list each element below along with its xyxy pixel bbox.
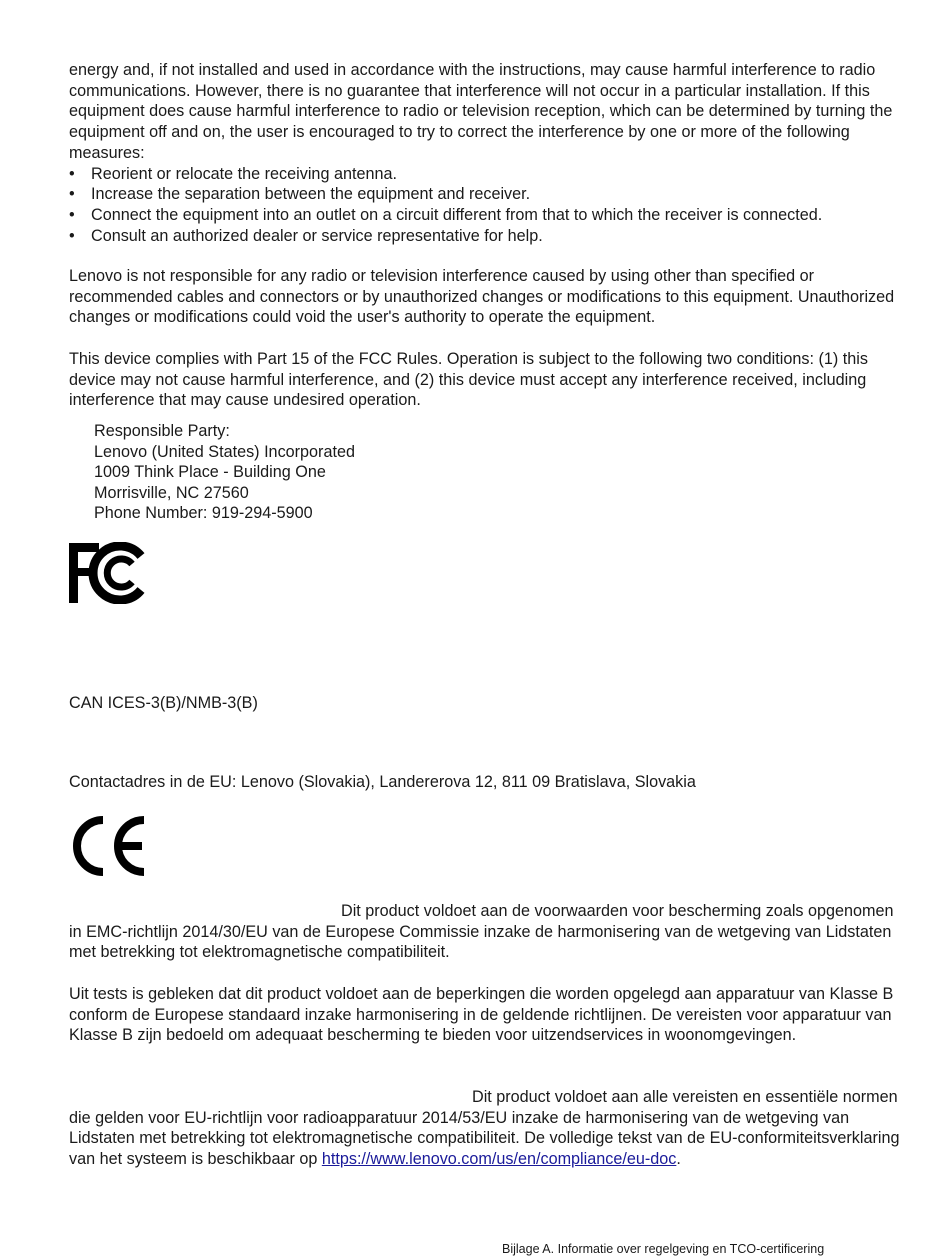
emc-text: Dit product voldoet aan de voorwaarden voor bescherming zoals opgenomen in EMC-richtlijn 2014/30/EU van de Europese Commissie inzake de harmonisering van de wetgeving van Lidstaten met betrekking tot elektromagnetische compatibiliteit. [69, 902, 894, 962]
fcc-intro-paragraph: energy and, if not installed and used in accordance with the instructions, may cause harmful interference to radio communications. However, there is no guarantee that interference will not occur in a particular installation. If this equipment does cause harmful interference to radio or television reception, which can be determined by turning the equipment off and on, the user is encouraged to try to correct the interference by one or more of the following measures: [69, 61, 893, 162]
emc-directive-paragraph [69, 901, 909, 963]
company-name: Lenovo (United States) Incorporated [94, 442, 355, 461]
phone-number: Phone Number: 919-294-5900 [94, 504, 313, 522]
responsible-party-label: Responsible Party: [94, 422, 230, 440]
red-text: Dit product voldoet aan alle vereisten en essentiële normen die gelden voor EU-richtlijn voor radioapparatuur 2014/53/EU inzake de harmonisering van de wetgeving van Lidstaten met betrekking tot elektromagnetische compatibiliteit. De volledige tekst van de EU-conformiteitsverklaring van het systeem is beschikbaar op [69, 1088, 900, 1169]
address-line: 1009 Think Place - Building One [94, 463, 326, 481]
fcc-logo-icon [69, 542, 151, 604]
canada-statement: CAN ICES-3(B)/NMB-3(B) [69, 694, 258, 712]
list-item: • Increase the separation between the equipment and receiver. [69, 184, 909, 205]
fcc-compliance-paragraph [69, 349, 909, 411]
list-item: • Consult an authorized dealer or service representative for help. [69, 226, 909, 247]
responsible-party-block [94, 421, 355, 524]
list-item: • Reorient or relocate the receiving antenna. [69, 164, 909, 185]
city-line: Morrisville, NC 27560 [94, 483, 249, 502]
class-b-text: Uit tests is gebleken dat dit product voldoet aan de beperkingen die worden opgelegd aan apparatuur van Klasse B conform de Europese standaard inzake harmonisering in de geldende richtlijnen. De vereisten voor apparatuur van Klasse B zijn bedoeld om adequaat bescherming te bieden voor uitzendservices in woonomgevingen. [69, 985, 894, 1045]
radio-equipment-paragraph [69, 1087, 909, 1170]
responsibility-paragraph [69, 266, 909, 328]
compliance-text: This device complies with Part 15 of the FCC Rules. Operation is subject to the following two conditions: (1) this device may not cause harmful interference, and (2) this device must accept any interference received, including interference that may cause undesired operation. [69, 350, 868, 410]
measures-list [69, 164, 909, 247]
page-footer: Bijlage A. Informatie over regelgeving en TCO-certificering [502, 1242, 825, 1256]
fcc-interference-section [69, 60, 909, 246]
responsibility-text: Lenovo is not responsible for any radio or television interference caused by using other than specified or recommended cables and connectors or by unauthorized changes or modifications to this equipment. Unauthorized changes or modifications could void the user's authority to operate the equipment. [69, 267, 895, 327]
link-period: . [676, 1150, 681, 1169]
eu-doc-link[interactable]: https://www.lenovo.com/us/en/compliance/eu-doc [321, 1150, 677, 1169]
ce-mark-icon [69, 814, 149, 878]
class-b-paragraph [69, 984, 909, 1046]
list-item: • Connect the equipment into an outlet on a circuit different from that to which the receiver is connected. [69, 205, 909, 226]
eu-contact-address: Contactadres in de EU: Lenovo (Slovakia), Landererova 12, 811 09 Bratislava, Slovakia [69, 773, 696, 791]
